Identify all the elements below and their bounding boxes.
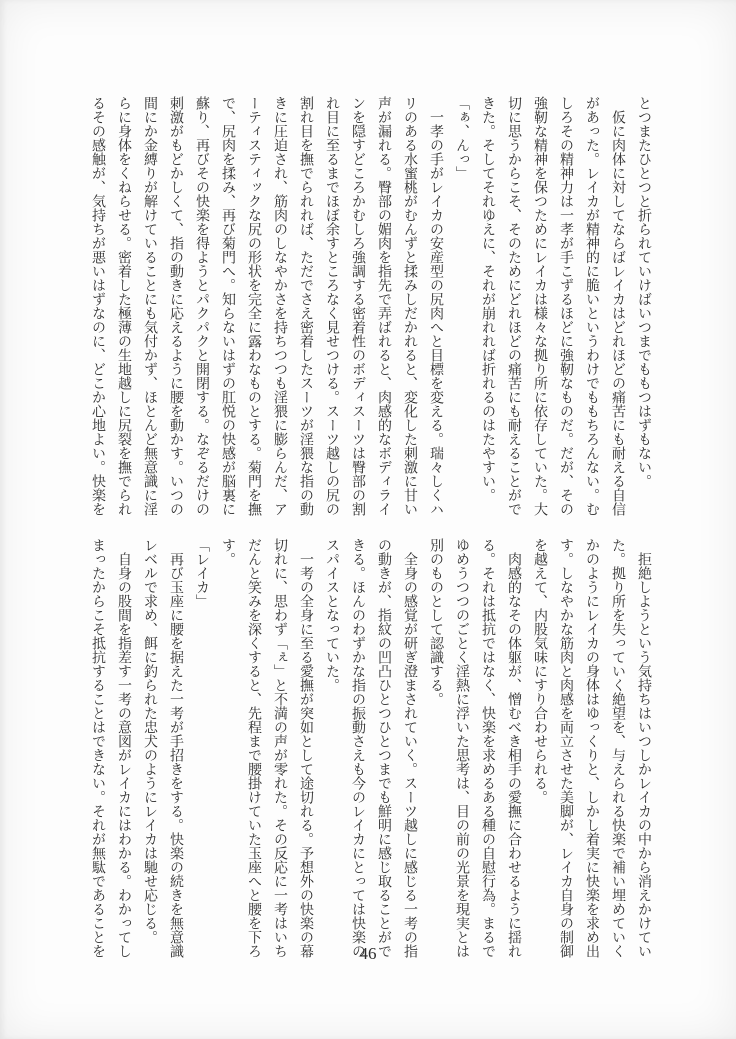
paragraph: 肉感的なその体躯が、憎むべき相手の愛撫に合わせるように揺れる。それは抵抗ではなく、快楽を求めるある種の自慰行為。まるでゆめうつつのごとく淫熱に浮いた思考は、目の前の光景を現実とは別のものとして認識する。 (428, 538, 521, 958)
paragraph: 一考の全身に至る愛撫が突如として途切れる。予想外の快楽の幕切れに、思わず「ぇ」と不満の声が零れた。その反応に一考はいちだんと笑みを深くすると、先程まで腰掛けていた玉座へと腰を下ろす。 (220, 538, 313, 958)
page-number: 46 (359, 944, 377, 963)
paragraph: 全身の感覚が研ぎ澄まされていく。スーツ越しに感じる一考の指の動きが、指紋の凹凸ひとつひとつまでも鮮明に感じ取ることができる。ほんのわずかな指の振動さえも今のレイカにとっては快楽のスパイスとなっていた。 (324, 538, 417, 958)
paragraph: とつまたひとつと折られていけばいつまでももつはずもない。 (636, 96, 651, 488)
paragraph: 一孝の手がレイカの安産型の尻肉へと目標を変える。瑞々しくハリのある水蜜桃がむんずと揉みしだかれると、変化した刺激に甘い声が漏れる。臀部の媚肉を指先で弄ばれると、肉感的なボディラインを隠すどころかむしろ強調する密着性のボディスーツは臀部の割れ目に至るまでほぼ余すところなく見せつける。スーツ越しの尻の割れ目を撫でられれば、ただでさえ密着したスーツが淫猥な指の動きに圧迫され、筋肉のしなやかさを持ちつつも淫猥に膨らんだ、アーティスティックな尻の形状を完全に露わなものとする。菊門を撫で、尻肉を揉み、再び菊門へ。知らないはずの肛悦の快感が脳裏に蘇り、再びその快楽を得ようとパクパクと開閉する。なぞるだけの刺激がもどかしくて、指の動きに応えるように腰を動かす。いつの間にか金縛りが解けていることにも気付かず、ほとんど無意識に淫らに身体をくねらせる。密着した極薄の生地越しに尻裂を撫でられるその感触が、気持ちが悪いはずなのに、どこか心地よい。快楽を (90, 96, 443, 516)
paragraph: 仮に肉体に対してならばレイカはどれほどの痛苦にも耐える自信があった。レイカが精神的に脆いというわけでももちろんない。むしろその精神力は一孝が手こずるほどに強靭なものだ。だが、その強靭な精神を保つためにレイカは様々な拠り所に依存していた。大切に思うからこそ、そのためにどれほどの痛苦にも耐えることができた。そしてそれゆえに、それが崩れれば折れるのはたやすい。 (480, 96, 625, 516)
dialogue-line: 「ぁ、んっ」 (454, 96, 469, 180)
paragraph: 再び玉座に腰を据えた一考が手招きをする。快楽の続きを無意識レベルで求め、餌に釣られた忠犬のようにレイカは馳せ応じる。 (142, 538, 183, 958)
paragraph: 自身の股間を指差す一考の意図がレイカにはわかる。わかってしまったからこそ抵抗することはできない。それが無駄であることを (90, 538, 131, 958)
bottom-text-block (84, 538, 656, 958)
dialogue-line: 「レイカ」 (194, 538, 209, 608)
top-text-block (84, 96, 656, 516)
paragraph: 拒絶しようという気持ちはいつしかレイカの中から消えかけていた。拠り所を失っていく絶望を、与えられる快楽で補い埋めていくかのようにレイカの身体はゆっくりと、しかし着実に快楽を求め出す。しなやかな筋肉と肉感を両立させた美脚が、レイカ自身の制御を越えて、内股気味にすり合わせられる。 (532, 538, 651, 958)
